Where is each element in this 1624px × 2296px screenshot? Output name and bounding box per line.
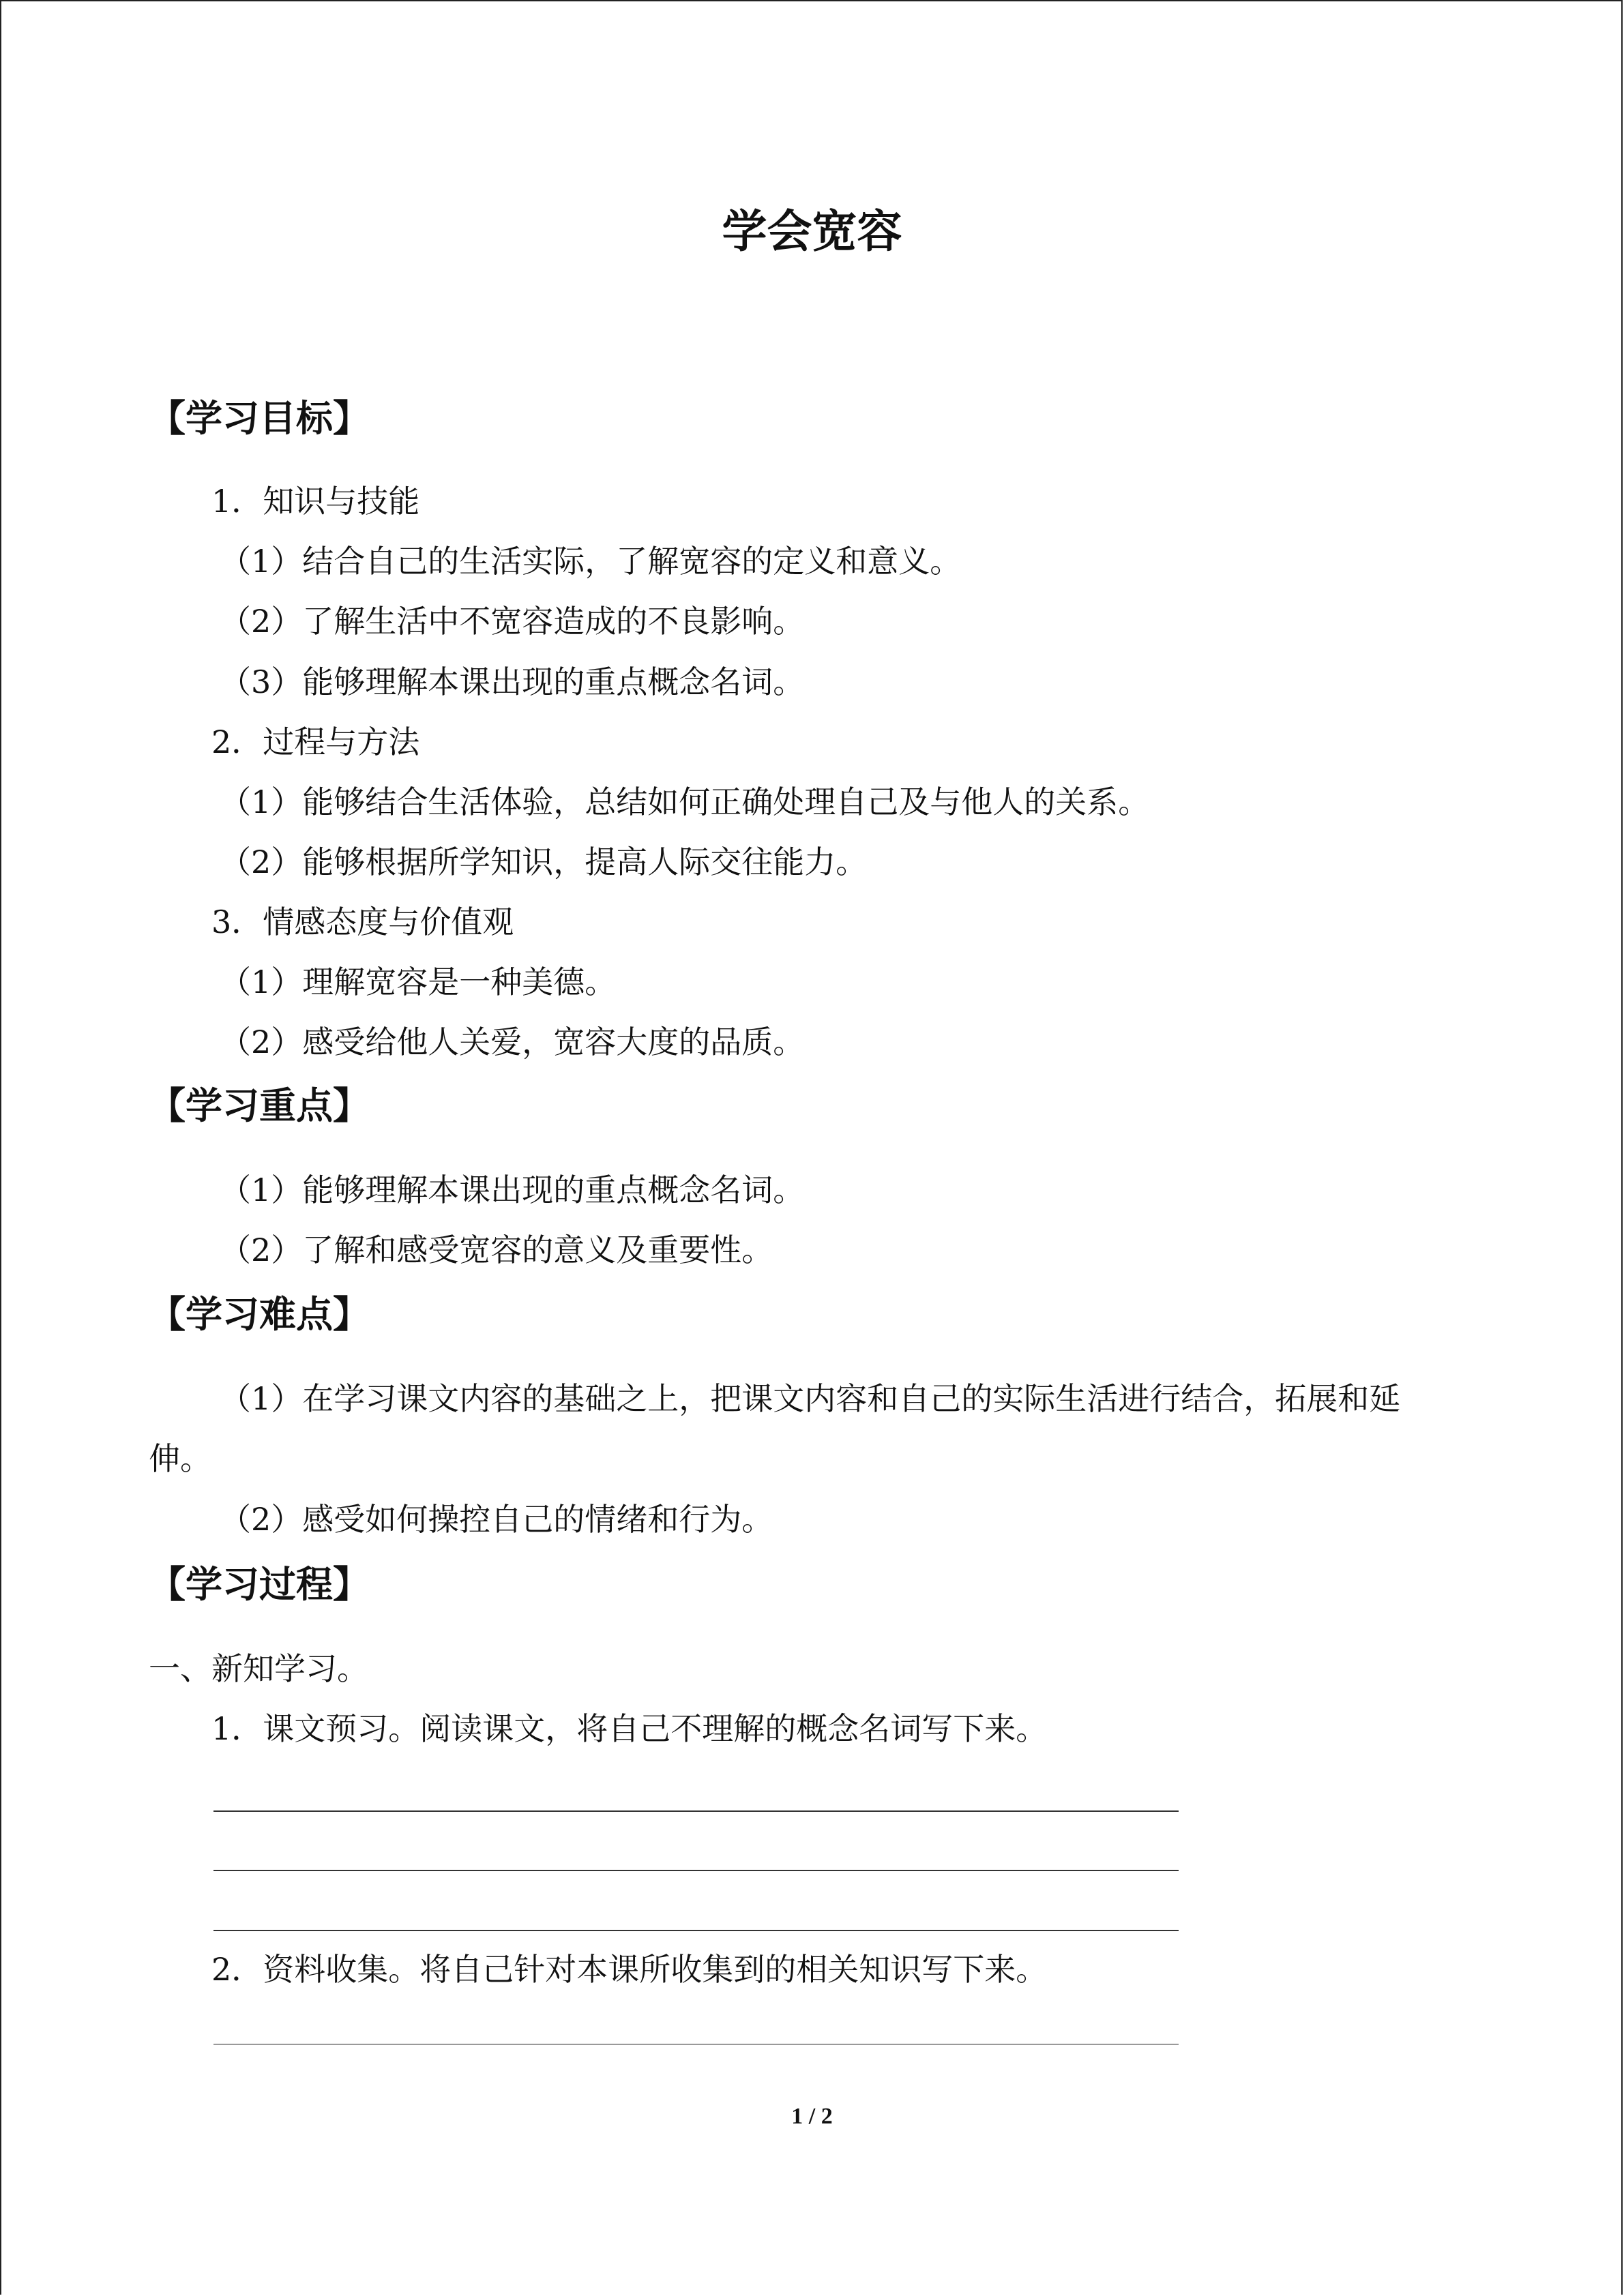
objective-line: （2）能够根据所学知识，提高人际交往能力。: [220, 844, 868, 880]
objectives-heading: 【学习目标】: [149, 397, 370, 440]
task-item: 1．课文预习。阅读课文，将自己不理解的概念名词写下来。: [211, 1710, 1048, 1747]
objective-line: （1）理解宽容是一种美德。: [220, 964, 617, 1000]
objective-line: 2．过程与方法: [211, 724, 420, 760]
difficulty-line: （2）感受如何操控自己的情绪和行为。: [220, 1501, 773, 1538]
answer-line[interactable]: [213, 1930, 1179, 1931]
key-point-line: （1）能够理解本课出现的重点概念名词。: [220, 1172, 805, 1208]
page-title: 学会宽容: [722, 205, 902, 258]
objective-line: 3．情感态度与价值观: [211, 904, 514, 940]
objective-line: （2）感受给他人关爱，宽容大度的品质。: [220, 1024, 805, 1060]
page-number: 1 / 2: [791, 2104, 833, 2129]
objective-line: （1）结合自己的生活实际，了解宽容的定义和意义。: [220, 543, 962, 580]
answer-line[interactable]: [213, 2044, 1179, 2045]
answer-line[interactable]: [213, 1810, 1179, 1812]
process-heading: 【学习过程】: [149, 1563, 370, 1606]
answer-line[interactable]: [213, 1870, 1179, 1871]
objective-line: （1）能够结合生活体验，总结如何正确处理自己及与他人的关系。: [220, 784, 1150, 820]
key-point-line: （2）了解和感受宽容的意义及重要性。: [220, 1232, 773, 1268]
task-item: 2．资料收集。将自己针对本课所收集到的相关知识写下来。: [211, 1951, 1048, 1988]
difficulty-line: （1）在学习课文内容的基础之上，把课文内容和自己的实际生活进行结合，拓展和延: [220, 1380, 1401, 1417]
difficulty-line: 伸。: [149, 1440, 211, 1477]
objective-line: （3）能够理解本课出现的重点概念名词。: [220, 664, 805, 700]
difficulties-heading: 【学习难点】: [149, 1293, 370, 1336]
objective-line: （2）了解生活中不宽容造成的不良影响。: [220, 603, 805, 640]
section-title: 一、新知学习。: [149, 1650, 368, 1687]
objective-line: 1．知识与技能: [211, 483, 420, 520]
key-points-heading: 【学习重点】: [149, 1084, 370, 1127]
